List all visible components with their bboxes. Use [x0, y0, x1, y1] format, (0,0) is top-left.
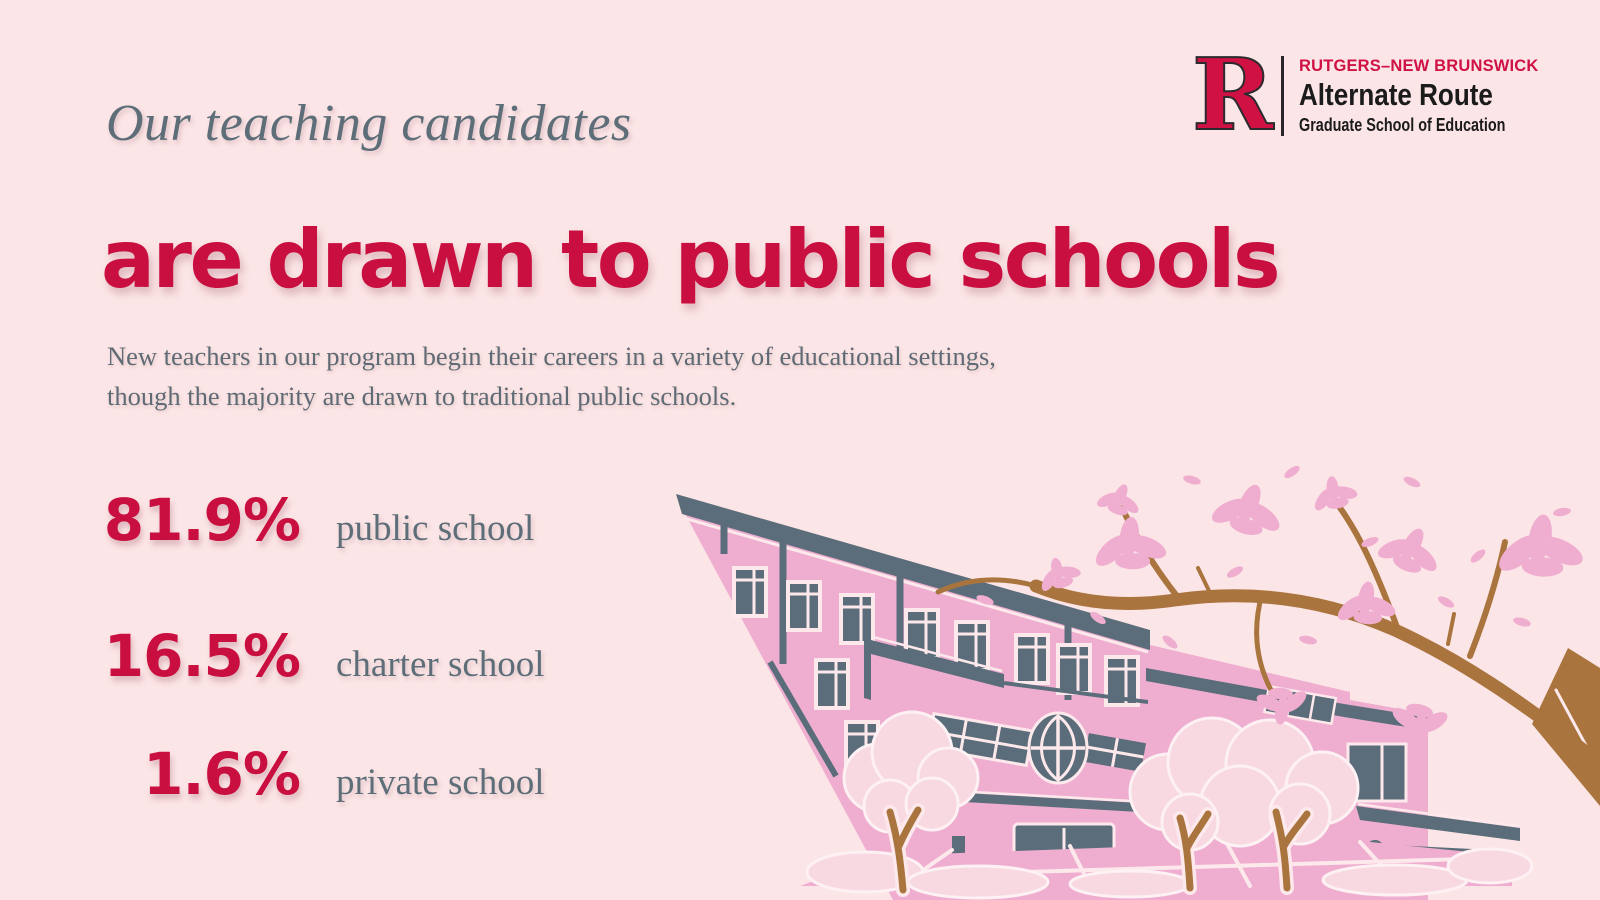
stat-label: private school — [336, 762, 545, 803]
rose-window — [1029, 713, 1087, 783]
logo-text-block — [1299, 56, 1557, 137]
logo-program-name: Alternate Route — [1299, 76, 1493, 112]
description-paragraph — [107, 336, 996, 416]
description-line-1: New teachers in our program begin their careers in a variety of educational settings, — [107, 341, 996, 371]
school-illustration — [640, 440, 1600, 900]
stat-row-public-school — [100, 486, 534, 554]
eyebrow-title: Our teaching candidates — [106, 95, 632, 152]
stat-row-charter-school — [100, 622, 545, 690]
logo-campus-name: RUTGERS–NEW BRUNSWICK — [1299, 55, 1539, 75]
stat-value: 81.9% — [103, 486, 300, 554]
rutgers-block-r-icon: R — [1192, 38, 1274, 153]
stat-row-private-school — [100, 740, 545, 808]
description-line-2: though the majority are drawn to traditional public schools. — [107, 381, 737, 411]
stat-label: charter school — [336, 644, 545, 685]
main-headline: are drawn to public schools — [101, 213, 1279, 306]
logo-divider — [1281, 56, 1284, 136]
rutgers-logo — [1192, 38, 1557, 153]
stat-value: 1.6% — [143, 740, 300, 808]
stat-label: public school — [336, 508, 535, 549]
stat-value: 16.5% — [103, 622, 300, 690]
logo-school-name: Graduate School of Education — [1299, 115, 1506, 136]
